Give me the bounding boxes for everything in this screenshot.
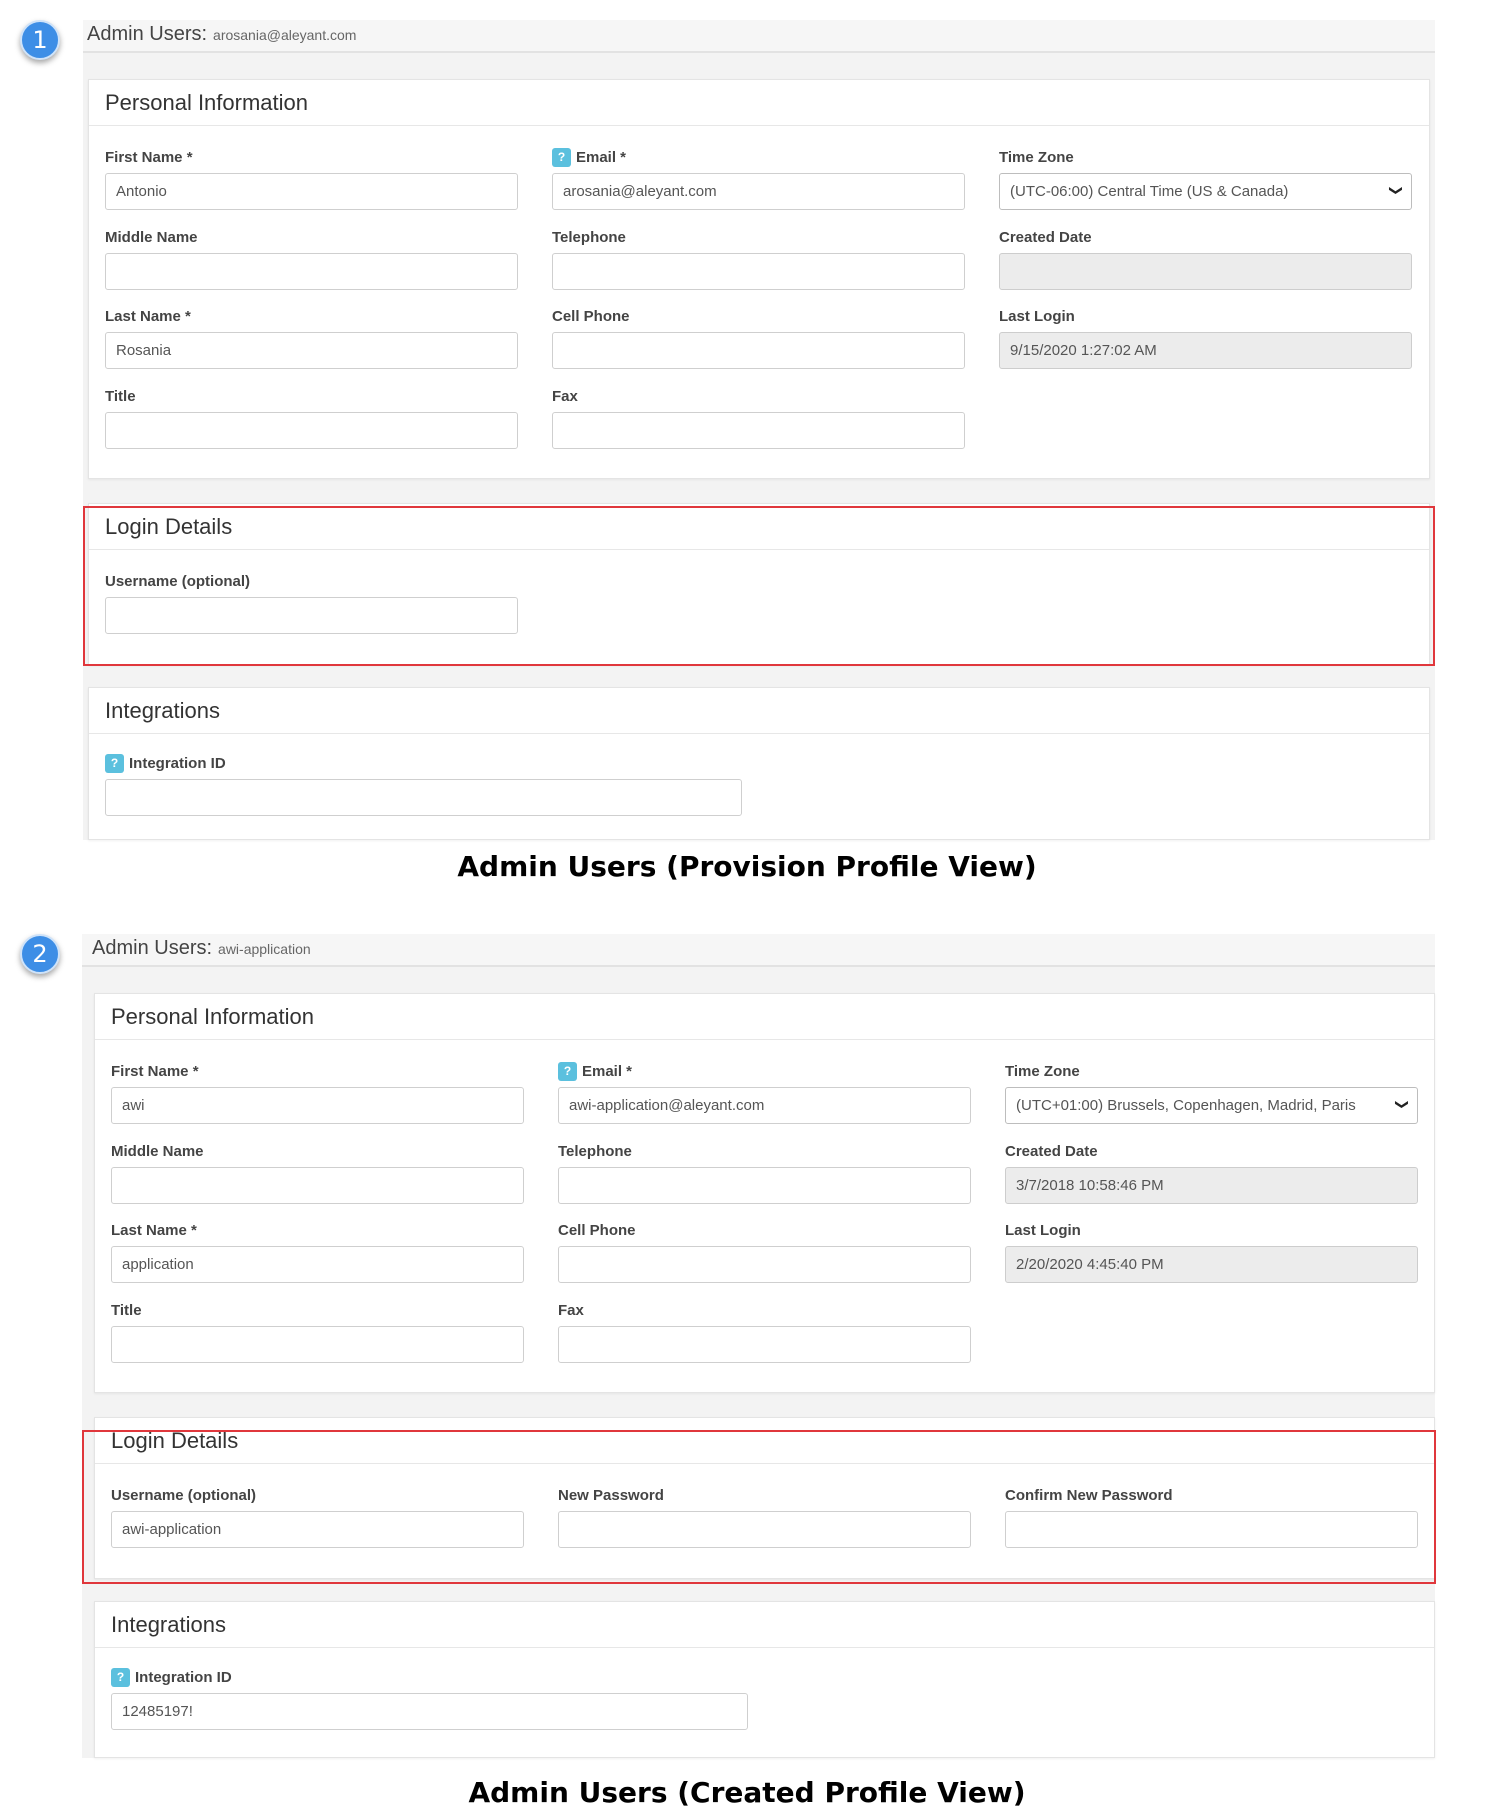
panel-title: Login Details (89, 504, 1429, 550)
last-name-label: Last Name * (105, 307, 191, 325)
middle-name-field (105, 228, 518, 290)
cell-phone-input[interactable] (558, 1246, 971, 1283)
personal-information-panel (88, 79, 1430, 479)
cell-phone-field (552, 307, 965, 369)
title-label: Title (111, 1301, 142, 1319)
middle-name-field (111, 1142, 524, 1204)
fax-label: Fax (558, 1301, 584, 1319)
time-zone-select[interactable] (1005, 1087, 1418, 1124)
title-input[interactable] (105, 412, 518, 449)
first-name-input[interactable]: Antonio (105, 173, 518, 210)
last-login-field (1005, 1221, 1418, 1283)
time-zone-label: Time Zone (1005, 1062, 1080, 1080)
telephone-field (552, 228, 965, 290)
title-field (111, 1301, 524, 1363)
first-name-field (105, 148, 518, 210)
created-date-readonly: 3/7/2018 10:58:46 PM (1005, 1167, 1418, 1204)
help-icon[interactable]: ? (558, 1062, 577, 1081)
help-icon[interactable]: ? (111, 1668, 130, 1687)
chevron-down-icon: ❯ (1394, 1099, 1410, 1110)
last-name-input[interactable]: Rosania (105, 332, 518, 369)
integrations-panel (94, 1601, 1435, 1758)
confirm-password-label: Confirm New Password (1005, 1486, 1173, 1504)
created-date-label: Created Date (1005, 1142, 1098, 1160)
chevron-down-icon: ❯ (1388, 185, 1404, 196)
time-zone-field (1005, 1062, 1418, 1124)
cell-phone-label: Cell Phone (552, 307, 630, 325)
panel-title: Login Details (95, 1418, 1434, 1464)
email-field (558, 1062, 971, 1124)
figure-caption: Admin Users (Provision Profile View) (457, 850, 1037, 883)
first-name-label: First Name * (111, 1062, 199, 1080)
last-name-input[interactable]: application (111, 1246, 524, 1283)
login-details-highlight (83, 506, 1435, 666)
telephone-field (558, 1142, 971, 1204)
time-zone-value: (UTC+01:00) Brussels, Copenhagen, Madrid, Paris (1016, 1097, 1356, 1114)
admin-users-provision-view (83, 20, 1435, 840)
email-label: Email * (582, 1062, 633, 1080)
created-date-label: Created Date (999, 228, 1092, 246)
page-title-user: arosania@aleyant.com (213, 27, 357, 43)
middle-name-input[interactable] (105, 253, 518, 290)
title-field (105, 387, 518, 449)
time-zone-label: Time Zone (999, 148, 1074, 166)
page-title-user: awi-application (218, 941, 311, 957)
new-password-label: New Password (558, 1486, 664, 1504)
fax-field (552, 387, 965, 449)
panel-title: Integrations (89, 688, 1429, 734)
created-date-readonly (999, 253, 1412, 290)
created-date-field (1005, 1142, 1418, 1204)
telephone-input[interactable] (552, 253, 965, 290)
last-login-label: Last Login (1005, 1221, 1081, 1239)
integration-id-label-row (111, 1668, 748, 1686)
first-name-field (111, 1062, 524, 1124)
login-details-highlight (82, 1430, 1436, 1584)
middle-name-label: Middle Name (105, 228, 198, 246)
fax-label: Fax (552, 387, 578, 405)
integration-id-input[interactable] (105, 779, 742, 816)
email-input[interactable]: arosania@aleyant.com (552, 173, 965, 210)
first-name-input[interactable]: awi (111, 1087, 524, 1124)
step-badge-1: 1 (20, 20, 60, 60)
time-zone-field (999, 148, 1412, 210)
cell-phone-field (558, 1221, 971, 1283)
email-label-row (552, 148, 965, 166)
integration-id-field (105, 754, 742, 816)
created-date-field (999, 228, 1412, 290)
panel-title: Personal Information (89, 80, 1429, 126)
fax-input[interactable] (552, 412, 965, 449)
title-label: Title (105, 387, 136, 405)
help-icon[interactable]: ? (552, 148, 571, 167)
first-name-label: First Name * (105, 148, 193, 166)
time-zone-select[interactable] (999, 173, 1412, 210)
middle-name-input[interactable] (111, 1167, 524, 1204)
panel-title: Personal Information (95, 994, 1434, 1040)
admin-users-created-view (82, 934, 1435, 1758)
integration-id-label: Integration ID (129, 754, 226, 772)
fax-input[interactable] (558, 1326, 971, 1363)
telephone-label: Telephone (558, 1142, 632, 1160)
last-login-readonly: 9/15/2020 1:27:02 AM (999, 332, 1412, 369)
username-label: Username (optional) (111, 1486, 257, 1504)
fax-field (558, 1301, 971, 1363)
integration-id-input[interactable]: 12485197! (111, 1693, 748, 1730)
view-header (83, 20, 1435, 53)
email-input[interactable]: awi-application@aleyant.com (558, 1087, 971, 1124)
last-name-field (105, 307, 518, 369)
middle-name-label: Middle Name (111, 1142, 204, 1160)
help-icon[interactable]: ? (105, 754, 124, 773)
step-badge-2: 2 (20, 934, 60, 974)
figure-caption: Admin Users (Created Profile View) (468, 1776, 1026, 1809)
username-label: Username (optional) (105, 572, 251, 590)
email-label: Email * (576, 148, 627, 166)
panel-title: Integrations (95, 1602, 1434, 1648)
cell-phone-label: Cell Phone (558, 1221, 636, 1239)
telephone-input[interactable] (558, 1167, 971, 1204)
integration-id-label: Integration ID (135, 1668, 232, 1686)
integration-id-label-row (105, 754, 742, 772)
page-title-label: Admin Users: (92, 937, 213, 959)
telephone-label: Telephone (552, 228, 626, 246)
integrations-panel (88, 687, 1430, 840)
email-label-row (558, 1062, 971, 1080)
time-zone-value: (UTC-06:00) Central Time (US & Canada) (1010, 183, 1289, 200)
page-title-label: Admin Users: (87, 23, 208, 45)
cell-phone-input[interactable] (552, 332, 965, 369)
last-login-field (999, 307, 1412, 369)
page-title (92, 937, 311, 960)
last-name-label: Last Name * (111, 1221, 197, 1239)
last-login-label: Last Login (999, 307, 1075, 325)
last-login-readonly: 2/20/2020 4:45:40 PM (1005, 1246, 1418, 1283)
page-title (87, 23, 356, 46)
personal-information-panel (94, 993, 1435, 1393)
last-name-field (111, 1221, 524, 1283)
integration-id-field (111, 1668, 748, 1730)
view-header (82, 934, 1435, 967)
title-input[interactable] (111, 1326, 524, 1363)
email-field (552, 148, 965, 210)
username-input[interactable]: awi-application (111, 1511, 524, 1548)
